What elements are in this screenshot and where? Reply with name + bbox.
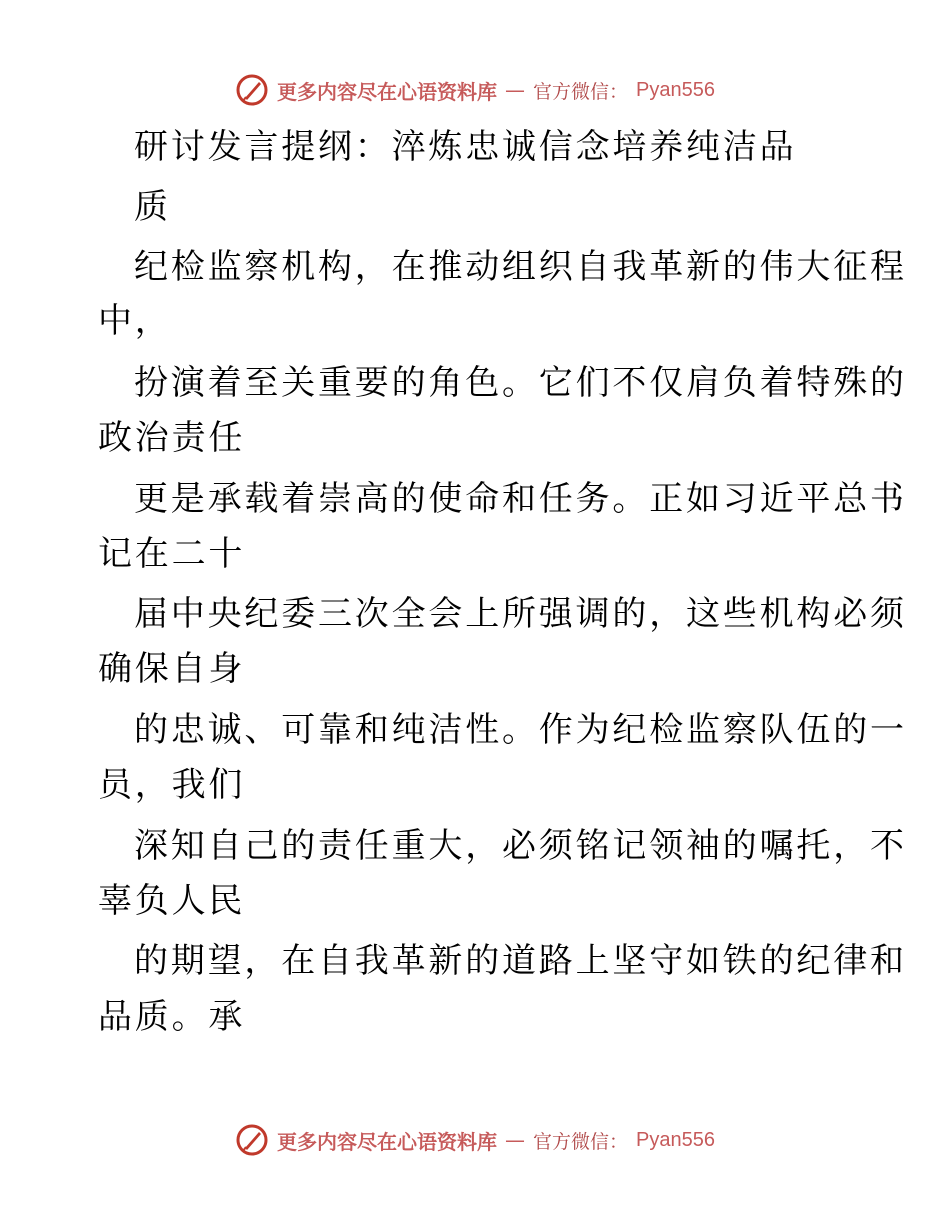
text-line: 记在二十 — [98, 534, 246, 574]
watermark-id: Pyan556 — [636, 78, 715, 101]
watermark-label: 官方微信： — [533, 80, 629, 103]
watermark-text: 更多内容尽在心语资料库 — [277, 79, 497, 104]
quill-logo-icon — [235, 1123, 269, 1157]
footer-watermark — [0, 1120, 950, 1160]
watermark-dash: — — [505, 1128, 525, 1152]
text-line: 政治责任 — [98, 418, 246, 458]
quill-logo-icon — [235, 73, 269, 107]
text-line: 品质。承 — [98, 997, 246, 1037]
text-line: 研讨发言提纲：淬炼忠诚信念培养纯洁品 — [134, 127, 797, 167]
text-line: 的忠诚、可靠和纯洁性。作为纪检监察队伍的一 — [134, 710, 907, 750]
text-line: 辜负人民 — [98, 881, 246, 921]
text-line: 员，我们 — [98, 765, 246, 805]
text-line: 中， — [98, 301, 172, 341]
text-line: 届中央纪委三次全会上所强调的，这些机构必须 — [134, 594, 907, 634]
watermark-label: 官方微信： — [533, 1130, 629, 1153]
text-line: 更是承载着崇高的使命和任务。正如习近平总书 — [134, 479, 907, 519]
text-line: 扮演着至关重要的角色。它们不仅肩负着特殊的 — [134, 363, 907, 403]
watermark-id: Pyan556 — [636, 1128, 715, 1151]
header-watermark — [0, 70, 950, 110]
text-line: 深知自己的责任重大，必须铭记领袖的嘱托，不 — [134, 826, 907, 866]
watermark-dash: — — [505, 78, 525, 102]
text-line: 确保自身 — [98, 649, 246, 689]
text-line: 纪检监察机构，在推动组织自我革新的伟大征程 — [134, 247, 907, 287]
text-line: 质 — [134, 187, 171, 227]
text-line: 的期望，在自我革新的道路上坚守如铁的纪律和 — [134, 941, 907, 981]
watermark-text: 更多内容尽在心语资料库 — [277, 1129, 497, 1154]
